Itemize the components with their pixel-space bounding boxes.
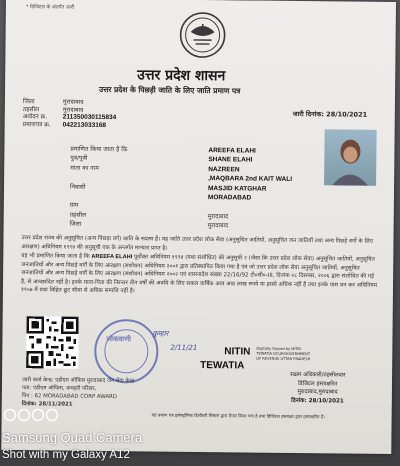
- field-value-tehsil: मुरादाबाद: [207, 212, 229, 221]
- camera-lens-icon: [3, 408, 61, 422]
- top-note: * डिजिटल के अंतर्गत आरी: [25, 4, 75, 11]
- field-label-certified: प्रमाणित किया जाता है कि: [70, 145, 128, 154]
- signer-first-name: NITIN: [224, 346, 251, 358]
- qr-code-icon: [26, 316, 79, 369]
- header-value-district: मुरादाबाद: [62, 98, 84, 106]
- issuing-centre-line1: जारी कर्ता केन्द्र: एडीएम ऑफिस मुरादाबाद जन सेवा केन्द्र: [21, 377, 135, 385]
- document-title: उत्तर प्रदेश शासन: [137, 67, 226, 85]
- issue-date: जारी दिनांक: 28/10/2021: [292, 109, 368, 119]
- field-label-mother: माता का नाम: [70, 164, 99, 172]
- document-subtitle: उत्तर प्रदेश के पिछड़ी जाति के लिए जाति प्रमाण पत्र: [99, 84, 241, 96]
- digital-signature-block: Digitally Signed by NITIN TEWATIA DY.UP/GOVERNMENT OF REVENUE UTTAR PRADESH: [256, 346, 311, 362]
- issuing-centre-line4: दिनांक: 28/11/2021: [21, 401, 73, 408]
- paragraph-creamy-layer: [21, 252, 377, 299]
- up-government-emblem-icon: [175, 10, 230, 61]
- officer-place: मुरादाबाद,मुरादाबाद: [297, 389, 338, 396]
- header-label-tehsil: तहसील: [22, 105, 40, 113]
- header-value-certificate-no: 042213033168: [62, 121, 107, 129]
- header-label-certificate-no: प्रमाणपत्र क्र.: [22, 120, 51, 128]
- officer-date: दिनांक: 28/10/2021: [291, 397, 344, 405]
- stamp-text: लोकवाणी: [106, 335, 132, 344]
- camera-watermark-line2: Shot with my Galaxy A12: [2, 449, 130, 461]
- issuing-centre-line3: पिन : 62 MORADABAD CORP AWARD: [21, 393, 117, 401]
- header-label-application-no: आवेदन क्र.: [22, 113, 48, 121]
- header-label-district: जिला: [22, 98, 35, 106]
- competent-officer: [290, 371, 346, 406]
- applicant-photo: [324, 129, 377, 186]
- field-label-village: ग्राम: [69, 202, 79, 210]
- field-value-mother: NAZREEN: [208, 165, 240, 174]
- field-value-name: AREEFA ELAHI: [208, 147, 256, 155]
- bottom-note: यह प्रमाण पत्र इलेक्ट्रॉनिक डिलीवरी सिस्टम द्वारा तैयार किया गया है तथा डिजिटल हस्ताक्षर द्वारा हस्ताक्षरित है।: [151, 413, 325, 421]
- field-value-address-3: MORADABAD: [207, 194, 252, 202]
- paragraph-caste-statement: उत्तर प्रदेश राज्य की अनुसूचित (अन्य पिछड़ा वर्ग) जाति के सदस्य हैं। यह जाति उत्तर प्रदेश लोक सेवा (अनुसूचित जातियों, अनुसूचित जन जातियों तथा अन्य पिछड़े वर्गों के लिए आरक्षण) अधिनियम १९९४ की अनुसूची एक के अन्तर्गत मान्यता प्राप्त है।: [21, 235, 373, 252]
- signer-last-name: TEWATIA: [200, 360, 245, 372]
- para2-prefix: यह भी प्रमाणित किया जाता है कि: [21, 253, 90, 260]
- person-photo-icon: [324, 129, 377, 186]
- caste-certificate: [1, 0, 396, 454]
- camera-watermark-line1: Samsung Quad Camera: [2, 430, 143, 445]
- issuing-centre: [22, 376, 134, 409]
- field-value-address-2: MASJID KATGHAR: [207, 184, 267, 193]
- handwritten-caste: कुम्हार: [152, 329, 169, 338]
- field-label-parent: पुत्र/पुत्री: [70, 155, 88, 163]
- issuing-centre-line2: पता: एडीएम ऑफिस, कचहरी परिसर,: [21, 385, 97, 392]
- field-label-resident: निवासी: [70, 183, 86, 191]
- officer-digital-note: डिजिटल हस्ताक्षरित: [298, 380, 338, 388]
- field-value-district: मुरादाबाद: [207, 222, 229, 230]
- field-value-parent: SHANE ELAHI: [208, 156, 253, 164]
- officer-designation: सक्षम अधिकारी/तहसीलदार: [290, 371, 346, 379]
- header-labels: [23, 98, 51, 128]
- office-stamp: [94, 319, 159, 384]
- header-value-tehsil: मुरादाबाद: [62, 106, 84, 114]
- field-labels: [70, 145, 128, 230]
- field-label-tehsil: तहसील: [69, 211, 87, 219]
- field-label-district: जिला: [69, 220, 82, 229]
- para2-name: AREEFA ELAHI: [91, 253, 133, 261]
- field-value-address-1: ,MAQBARA 2nd KAIT WALI: [208, 175, 293, 184]
- para2-body: पूर्वोक्त अधिनियम १९९४ (यथा संशोधित) की अनुसूची २ (जैसा कि उत्तर प्रदेश लोक सेवा) अनुसूचित जातियों, अनुसूचित जनजातियों और अन्य पिछड़े वर्गों के लिए आरक्षण (संशोधन) अधिनियम २००१ द्वारा प्रतिस्थापित किया गया है एवं जो उत्तर प्रदेश लोक सेवा अनुसूचित जातियों, अनुसूचित जनजातियों और अन्य पिछड़े वर्गों के लिए आरक्षण (संशोधन) अधिनियम २००२ एवं शासनादेश संख्या 22/16/92 टी०सी०-III, दिनांक ०८ दिसम्बर, २००६ द्वारा संशोधित की गई है, से आच्छादित नहीं है। इनके माता-पिता की निरन्तर तीन वर्षों की अवधि के लिए सकल वार्षिक आय आठ लाख रुपये या इससे अधिक नहीं है तथा इनके पास धन कर अधिनियम १९५७ में यथा विहित छूट सीमा से अधिक सम्पत्ति नहीं है।: [20, 254, 377, 295]
- header-values: [63, 99, 117, 130]
- handwritten-date: 2/11/21: [170, 343, 198, 352]
- field-values: [208, 146, 293, 232]
- header-value-application-no: 211350030115834: [62, 113, 117, 122]
